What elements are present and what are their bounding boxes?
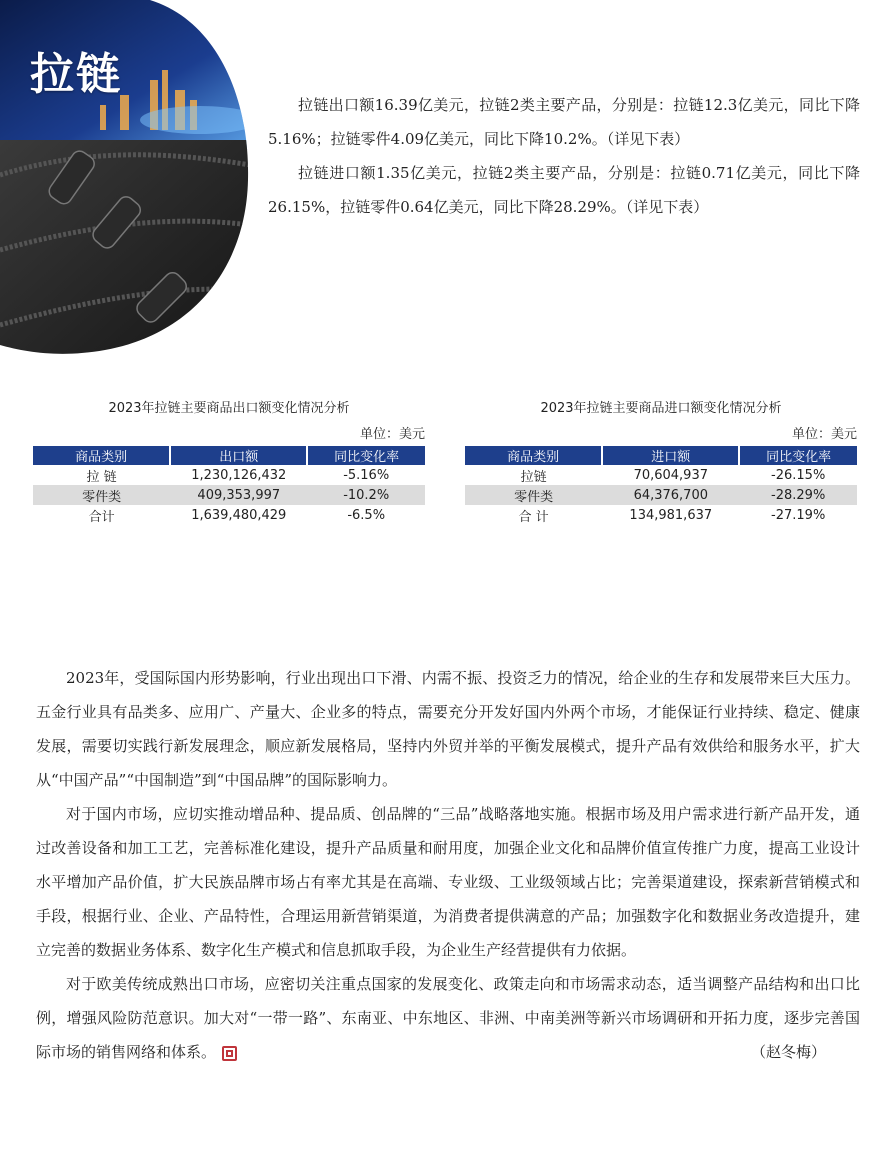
table-row <box>465 485 857 505</box>
import-table-title: 2023年拉链主要商品进口额变化情况分析 <box>540 401 782 416</box>
article-body <box>36 661 860 1069</box>
import-table-block <box>465 398 857 525</box>
cell-category: 拉链 <box>520 469 547 485</box>
table-row <box>33 505 425 525</box>
import-table-unit: 单位：美元 <box>791 427 857 442</box>
cell-change: -10.2% <box>307 485 425 505</box>
cell-amount: 64,376,700 <box>602 485 739 505</box>
import-table <box>465 446 857 525</box>
body-paragraph-3 <box>36 967 860 1069</box>
cell-amount: 1,230,126,432 <box>191 467 287 483</box>
export-table <box>33 446 425 525</box>
cell-amount: 409,353,997 <box>170 485 307 505</box>
table-row <box>33 465 425 485</box>
cell-change: -26.15% <box>771 467 826 483</box>
table-row <box>465 505 857 525</box>
hero-image <box>0 0 250 360</box>
cell-amount: 70,604,937 <box>633 467 708 483</box>
cell-amount: 134,981,637 <box>629 507 713 523</box>
body-paragraph-3-text: 对于欧美传统成熟出口市场，应密切关注重点国家的发展变化、政策走向和市场需求动态，适当调整产品结构和出口比例，增强风险防范意识。加大对“一带一路”、东南亚、中东地区、非洲、中南美洲等新兴市场调研和开拓力度，逐步完善国际市场的销售网络和体系。 <box>36 975 860 1061</box>
header-category: 商品类别 <box>33 446 170 465</box>
table-row <box>465 465 857 485</box>
intro-paragraph-export: 拉链出口额16.39亿美元，拉链2类主要产品，分别是：拉链12.3亿美元，同比下降5.16%；拉链零件4.09亿美元，同比下降10.2%。（详见下表） <box>268 96 860 148</box>
cell-change: -28.29% <box>739 485 857 505</box>
header-change: 同比变化率 <box>739 446 857 465</box>
cell-category: 零件类 <box>465 485 602 505</box>
export-table-title: 2023年拉链主要商品出口额变化情况分析 <box>108 401 350 416</box>
intro-paragraph-import: 拉链进口额1.35亿美元，拉链2类主要产品，分别是：拉链0.71亿美元，同比下降26.15%，拉链零件0.64亿美元，同比下降28.29%。（详见下表） <box>268 164 860 216</box>
export-table-unit: 单位：美元 <box>359 427 425 442</box>
body-paragraph-2: 对于国内市场，应切实推动增品种、提品质、创品牌的“三品”战略落地实施。根据市场及用户需求进行新产品开发，通过改善设备和加工工艺，完善标准化建设，提升产品质量和耐用度，加强企业文化和品牌价值宣传推广力度，提高工业设计水平增加产品价值，扩大民族品牌市场占有率尤其是在高端、专业级、工业级领域占比；完善渠道建设，探索新营销模式和手段，根据行业、企业、产品特性，合理运用新营销渠道，为消费者提供满意的产品；加强数字化和数据业务改造提升，建立完善的数据业务体系、数字化生产模式和信息抓取手段，为企业生产经营提供有力依据。 <box>36 805 860 959</box>
cell-change: -6.5% <box>347 507 386 523</box>
header-category: 商品类别 <box>465 446 602 465</box>
export-table-block <box>33 398 425 525</box>
header-amount: 进口额 <box>602 446 739 465</box>
cell-change: -27.19% <box>771 507 826 523</box>
cell-amount: 1,639,480,429 <box>191 507 287 523</box>
end-mark-icon <box>222 1046 237 1061</box>
hero-title: 拉链 <box>30 49 122 100</box>
table-row <box>33 485 425 505</box>
cell-change: -5.16% <box>343 467 390 483</box>
cell-category: 零件类 <box>33 485 170 505</box>
header-change: 同比变化率 <box>307 446 425 465</box>
table-header-row <box>33 446 425 465</box>
table-header-row <box>465 446 857 465</box>
cell-category: 拉 链 <box>86 469 117 485</box>
body-paragraph-1: 2023年，受国际国内形势影响，行业出现出口下滑、内需不振、投资乏力的情况，给企业的生存和发展带来巨大压力。五金行业具有品类多、应用广、产量大、企业多的特点，需要充分开发好国内外两个市场，才能保证行业持续、稳定、健康发展，需要切实践行新发展理念，顺应新发展格局，坚持内外贸并举的平衡发展模式，提升产品有效供给和服务水平，扩大从“中国产品”“中国制造”到“中国品牌”的国际影响力。 <box>36 669 860 789</box>
author-signature: （赵冬梅） <box>750 1043 826 1061</box>
cell-category: 合 计 <box>518 509 549 525</box>
header-amount: 出口额 <box>170 446 307 465</box>
cell-category: 合计 <box>88 509 115 525</box>
intro-text <box>268 88 860 224</box>
